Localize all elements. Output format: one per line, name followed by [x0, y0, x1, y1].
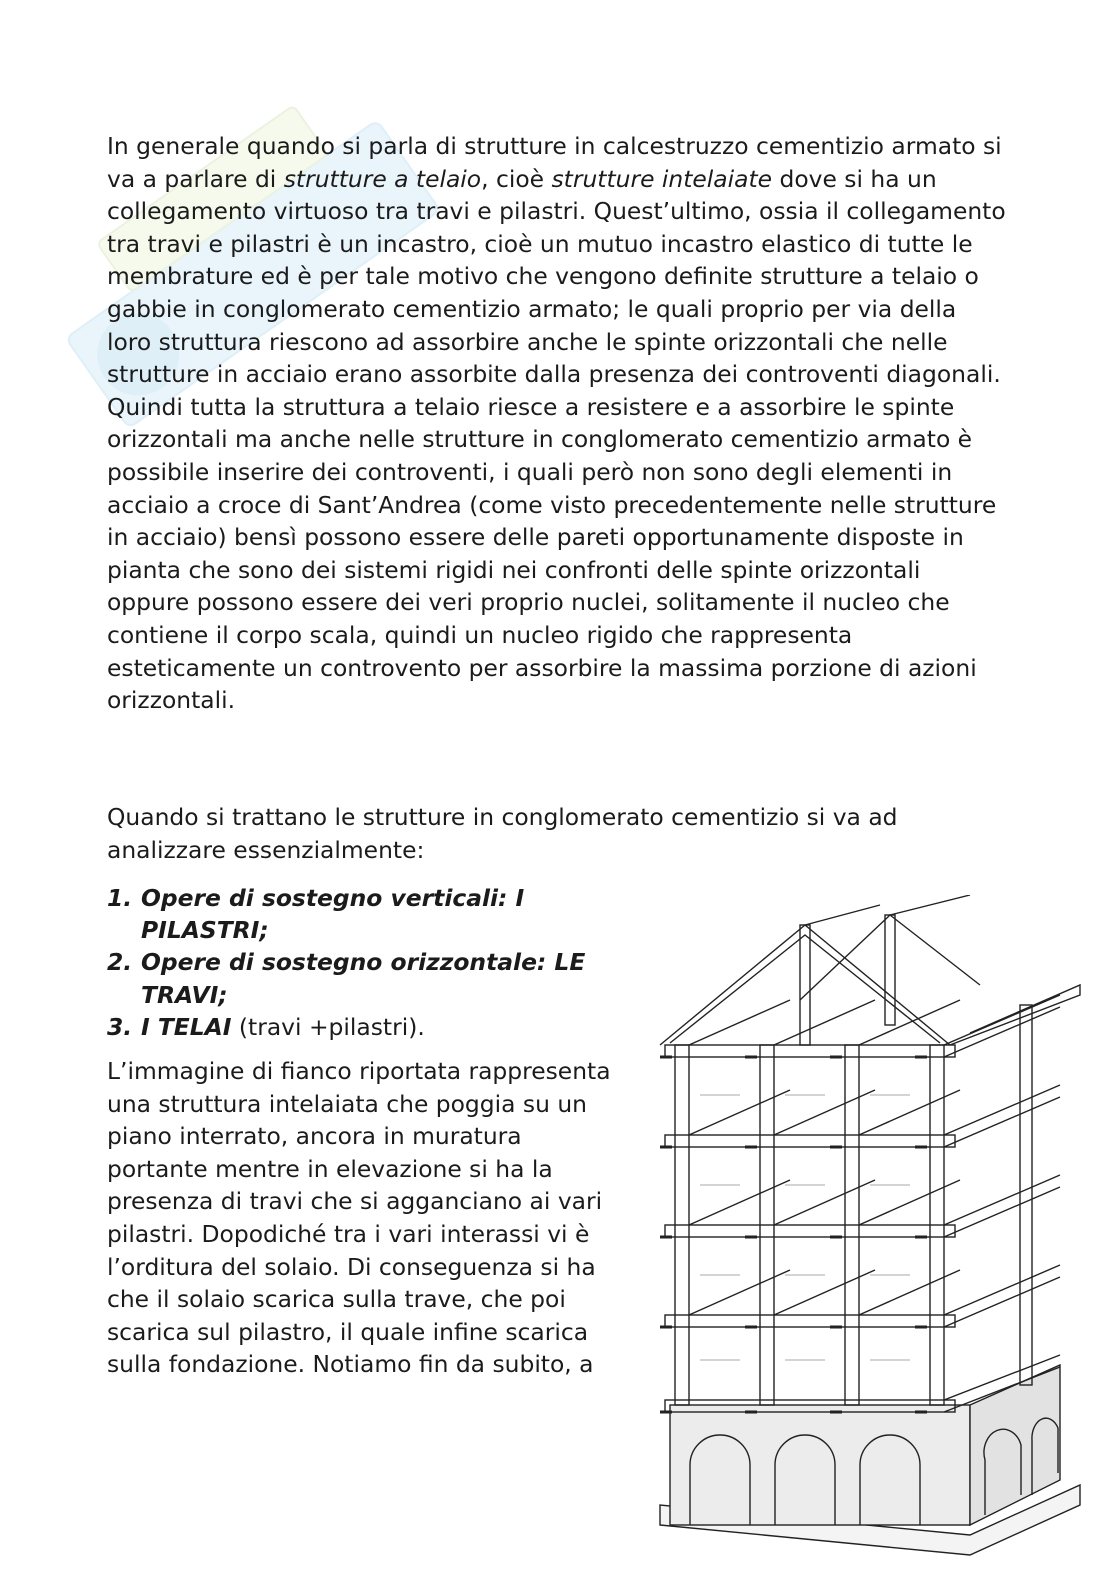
structure-elements-list: [107, 882, 627, 1043]
emphasis-strutture-a-telaio: strutture a telaio: [283, 164, 482, 193]
list-item: 3. I TELAI (travi +pilastri).: [107, 1012, 425, 1041]
figure-description-paragraph: L’immagine di fianco riportata rappresenta una struttura intelaiata che poggia su un piano interrato, ancora in muratura portante mentre in elevazione si ha la presenza di travi che si agganciano ai vari pilastri. Dopodiché tra i vari interassi vi è l’orditura del solaio. Di conseguenza si ha che il solaio scarica sulla trave, che poi scarica sul pilastro, il quale infine scarica sulla fondazione. Notiamo fin da subito, a: [107, 1057, 611, 1379]
framed-structure-illustration: [640, 895, 1090, 1565]
list-item: 2. Opere di sostegno orizzontale: LE TRAVI;: [107, 948, 586, 1009]
list-item: 1. Opere di sostegno verticali: I PILASTRI;: [107, 884, 525, 945]
intro-paragraph: In generale quando si parla di strutture in calcestruzzo cementizio armato si va a parlare di strutture a telaio, cioè strutture intelaiate dove si ha un collegamento virtuoso tra travi e pilastri. Quest’ultimo, ossia il collegamento tra travi e pilastri è un incastro, cioè un mutuo incastro elastico di tutte le membrature ed è per tale motivo che vengono definite strutture a telaio o gabbie in conglomerato cementizio armato; le quali proprio per via della loro struttura riescono ad assorbire anche le spinte orizzontali che nelle strutture in acciaio erano assorbite dalla presenza dei controventi diagonali. Quindi tutta la struttura a telaio riesce a resistere e a assorbire le spinte orizzontali ma anche nelle strutture in conglomerato cementizio armato è possibile inserire dei controventi, i quali però non sono degli elementi in acciaio a croce di Sant’Andrea (come visto precedentemente nelle strutture in acciaio) bensì possono essere delle pareti opportunamente disposte in pianta che sono dei sistemi rigidi nei confronti delle spinte orizzontali oppure possono essere dei veri proprio nuclei, solitamente il nucleo che contiene il corpo scala, quindi un nucleo rigido che rappresenta esteticamente un controvento per assorbire la massima porzione di azioni orizzontali.: [107, 132, 1006, 715]
emphasis-strutture-intelaiate: strutture intelaiate: [551, 164, 773, 193]
analysis-intro-paragraph: Quando si trattano le strutture in conglomerato cementizio si va ad analizzare essenzialmente:: [107, 803, 898, 864]
